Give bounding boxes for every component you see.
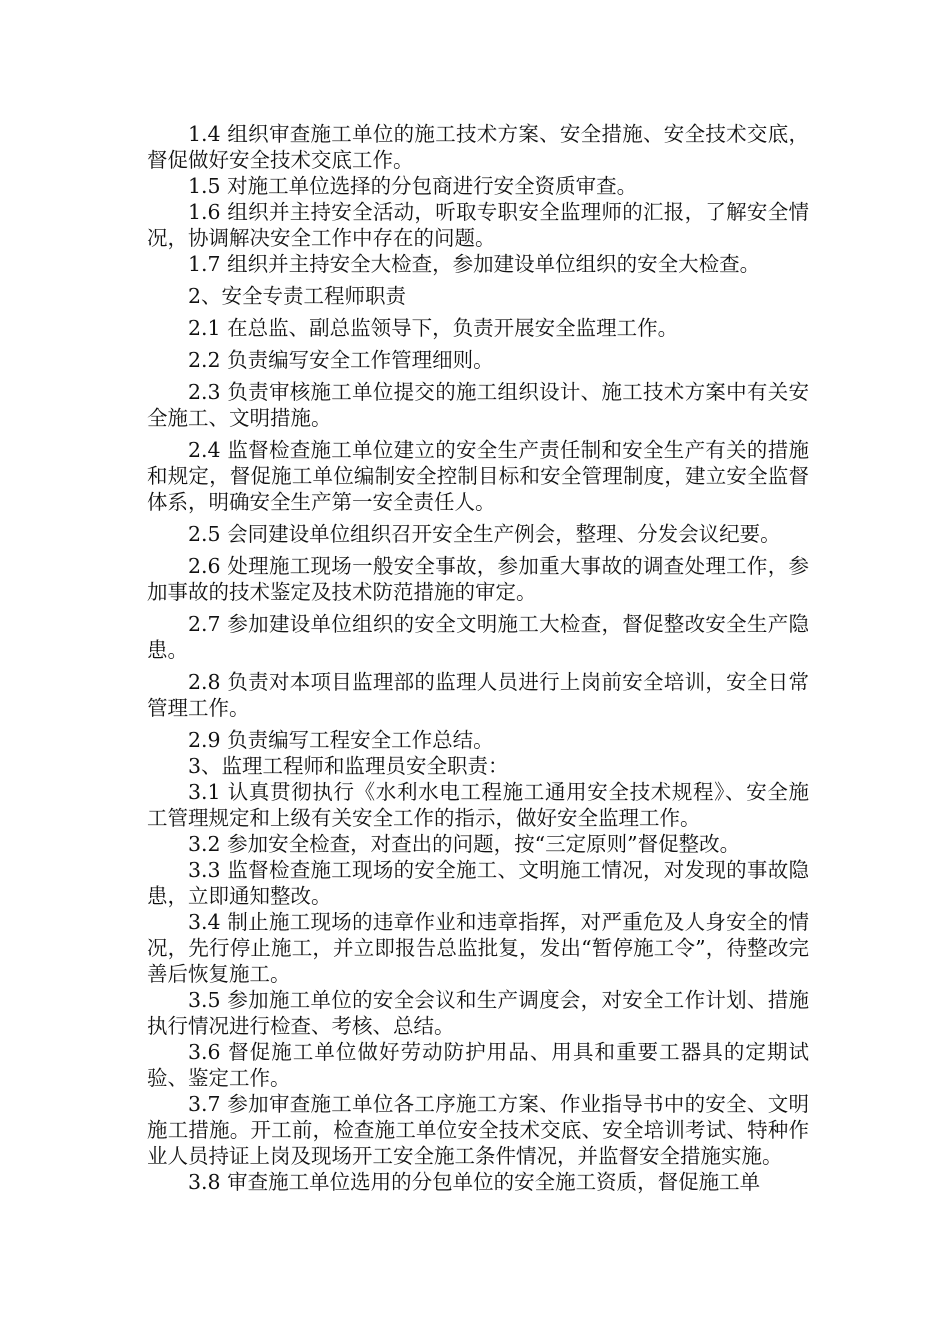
paragraph-3-3: 3.3 监督检查施工现场的安全施工、文明施工情况，对发现的事故隐患，立即通知整改。 <box>147 858 809 908</box>
paragraph-3-5: 3.5 参加施工单位的安全会议和生产调度会，对安全工作计划、措施执行情况进行检查、考核、总结。 <box>147 988 809 1038</box>
paragraph-2-6: 2.6 处理施工现场一般安全事故，参加重大事故的调查处理工作，参加事故的技术鉴定及技术防范措施的审定。 <box>147 554 809 604</box>
document-body <box>147 121 809 1195</box>
paragraph-2-9: 2.9 负责编写工程安全工作总结。 <box>188 728 494 752</box>
paragraph-3-1: 3.1 认真贯彻执行《水利水电工程施工通用安全技术规程》、安全施工管理规定和上级有关安全工作的指示，做好安全监理工作。 <box>147 780 809 830</box>
paragraph-3-4: 3.4 制止施工现场的违章作业和违章指挥，对严重危及人身安全的情况，先行停止施工，并立即报告总监批复，发出“暂停施工令”，待整改完善后恢复施工。 <box>147 910 809 986</box>
paragraph-2-1: 2.1 在总监、副总监领导下，负责开展安全监理工作。 <box>188 316 679 340</box>
paragraph-1-5: 1.5 对施工单位选择的分包商进行安全资质审查。 <box>188 174 638 198</box>
paragraph-3-6: 3.6 督促施工单位做好劳动防护用品、用具和重要工器具的定期试验、鉴定工作。 <box>147 1040 809 1090</box>
paragraph-3-7: 3.7 参加审查施工单位各工序施工方案、作业指导书中的安全、文明施工措施。开工前，检查施工单位安全技术交底、安全培训考试、特种作业人员持证上岗及现场开工安全施工条件情况，并监督安全措施实施。 <box>147 1092 809 1168</box>
paragraph-2-7: 2.7 参加建设单位组织的安全文明施工大检查，督促整改安全生产隐患。 <box>147 612 809 662</box>
paragraph-2-8: 2.8 负责对本项目监理部的监理人员进行上岗前安全培训，安全日常管理工作。 <box>147 670 809 720</box>
paragraph-3-8: 3.8 审查施工单位选用的分包单位的安全施工资质，督促施工单 <box>188 1170 761 1194</box>
paragraph-2-3: 2.3 负责审核施工单位提交的施工组织设计、施工技术方案中有关安全施工、文明措施。 <box>147 380 809 430</box>
section-heading-2: 2、安全专责工程师职责 <box>188 284 407 308</box>
paragraph-1-6: 1.6 组织并主持安全活动，听取专职安全监理师的汇报，了解安全情况，协调解决安全工作中存在的问题。 <box>147 200 809 250</box>
section-heading-3: 3、监理工程师和监理员安全职责： <box>188 754 509 778</box>
paragraph-3-2: 3.2 参加安全检查，对查出的问题，按“三定原则”督促整改。 <box>188 832 741 856</box>
paragraph-1-4: 1.4 组织审查施工单位的施工技术方案、安全措施、安全技术交底，督促做好安全技术交底工作。 <box>147 122 809 172</box>
paragraph-2-5: 2.5 会同建设单位组织召开安全生产例会，整理、分发会议纪要。 <box>188 522 781 546</box>
paragraph-2-4: 2.4 监督检查施工单位建立的安全生产责任制和安全生产有关的措施和规定，督促施工单位编制安全控制目标和安全管理制度，建立安全监督体系，明确安全生产第一安全责任人。 <box>147 438 809 514</box>
paragraph-1-7: 1.7 组织并主持安全大检查，参加建设单位组织的安全大检查。 <box>188 252 761 276</box>
paragraph-2-2: 2.2 负责编写安全工作管理细则。 <box>188 348 494 372</box>
